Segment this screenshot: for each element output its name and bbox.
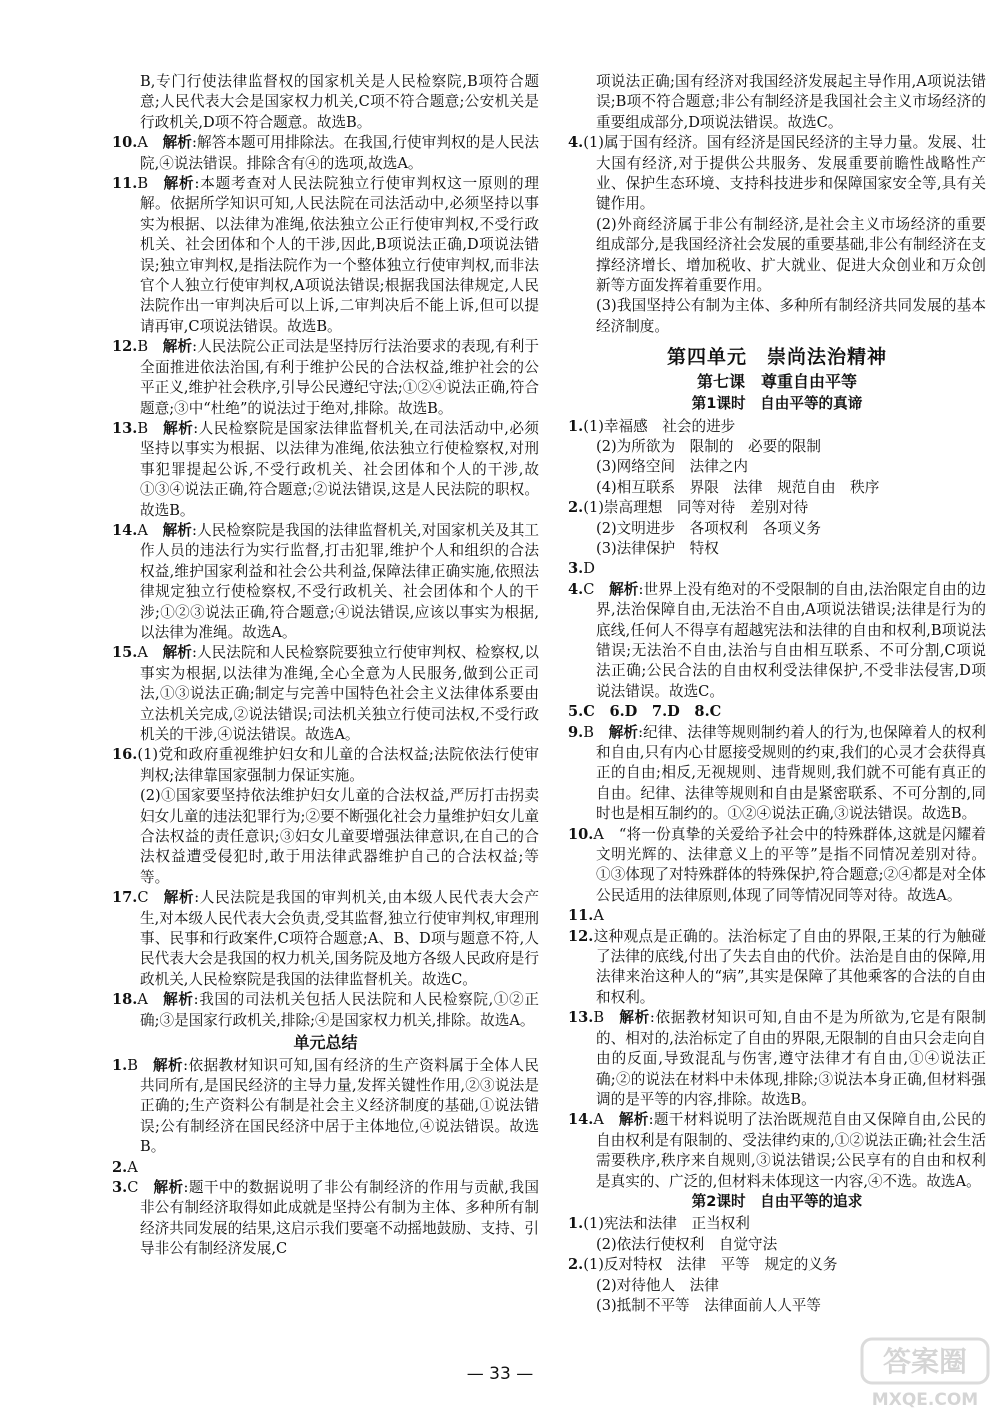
answer-item	[112, 133, 539, 174]
fill-in-answer: (2)对待他人 法律	[596, 1276, 719, 1294]
lesson-heading: 第七课 尊重自由平等	[696, 371, 857, 391]
question-number: 10.	[112, 134, 138, 152]
question-number: 1.	[568, 417, 584, 435]
answer-item	[568, 559, 986, 579]
answer-item	[568, 580, 986, 702]
question-number: 1.	[112, 1056, 128, 1074]
answer-text: :纪律、法律等规则制约着人的行为,也保障着人的权利和自由,只有内心甘愿接受规则的约束,我们的心灵才会获得真正的自由;相反,无视规则、违背规则,我们就不可能有真正的自由。纪律、法律等规则和自由是紧密联系、不可分割的,同时也是相互制约的。①②④说法正确,③说法错误。故选B。	[596, 723, 986, 823]
analysis-label: 解析	[608, 723, 639, 741]
analysis-label: 解析	[162, 338, 193, 356]
answer-text: :我国的司法机关包括人民法院和人民检察院,①②正确;③是国家行政机关,排除;④是国家权力机关,排除。故选A。	[140, 991, 539, 1029]
question-number: 3.	[112, 1178, 128, 1196]
answer-item	[568, 1008, 986, 1110]
answer-item	[112, 888, 539, 990]
period-heading: 第1课时 自由平等的真谛	[691, 395, 863, 413]
answer-item	[568, 417, 986, 437]
answer-item	[112, 1158, 539, 1178]
answer-text: (1)属于国有经济。国有经济是国民经济的主导力量。发展、壮大国有经济,对于提供公共服务、发展重要前瞻性战略性产业、保护生态环境、支持科技进步和保障国家安全等,具有关键作用。	[583, 134, 986, 213]
answer-choice: B	[137, 338, 149, 356]
analysis-label: 解析	[163, 889, 195, 907]
answer-text: :本题考查对人民法院独立行使审判权这一原则的理解。依据所学知识可知,人民法院在司法活动中,必须坚持以事实为根据、以法律为准绳,依法独立公正行使审判权,不受行政机关、社会团体和个人的干涉,因此,B项说法正确,D项说法错误;独立审判权,是指法院作为一个整体独立行使审判权,而非法官个人独立行使审判权,A项说法错误;根据我国法律规定,人民法院作出一审判决后可以上诉,二审判决后不能上诉,但可以提请再审,C项说法错误。故选B。	[140, 175, 539, 335]
answer-text: :人民法院是我国的审判机关,由本级人民代表大会产生,对本级人民代表大会负责,受其监督,独立行使审判权,审理刑事、民事和行政案件,C项符合题意;A、B、D项与题意不符,人民代表大会是我国的权力机关,国务院及地方各级人民政府是行政机关,人民检察院是我国的法律监督机关。故选C。	[140, 889, 539, 988]
analysis-label: 解析	[162, 175, 195, 193]
question-number: 14.	[568, 1111, 594, 1129]
summary-heading: 单元总结	[293, 1033, 358, 1053]
continued-paragraph: 项说法正确;国有经济对我国经济发展起主导作用,A项说法错误;B项不符合题意;非公有制经济是我国社会主义市场经济的重要组成部分,D项说法错误。故选C。	[596, 73, 986, 131]
answer-choice: A	[593, 1111, 604, 1129]
fill-in-answer: (2)依法行使权利 自觉守法	[596, 1235, 778, 1253]
answer-text: :世界上没有绝对的不受限制的自由,法治限定自由的边界,法治保障自由,无法治不自由,A项说法错误;法律是行为的底线,任何人不得享有超越宪法和法律的自由和权利,B项说法错误;无法治不自由,法治与自由相互联系、不可分割,C项说法正确;公民合法的自由权利受法律保护,不受非法侵害,D项说法错误。故选C。	[596, 580, 986, 700]
question-number: 12.	[568, 927, 594, 945]
analysis-label: 解析	[609, 580, 639, 598]
fill-in-answer: (3)抵制不平等 法律面前人人平等	[596, 1296, 821, 1314]
answer-item	[568, 498, 986, 518]
answer-text: (1)党和政府重视维护妇女和儿童的合法权益;法院依法行使审判权;法律靠国家强制力保证实施。	[137, 746, 539, 784]
question-number: 2.	[112, 1158, 128, 1176]
answer-item	[568, 1214, 986, 1234]
answer-item	[568, 1110, 986, 1192]
answer-text: 这种观点是正确的。法治标定了自由的界限,王某的行为触碰了法律的底线,付出了失去自由的代价。法治是自由的保障,用法律来治这种人的“病”,其实是保障了其他乘客的合法的自由和权利。	[593, 927, 986, 1006]
sub-answer: (2)外商经济属于非公有制经济,是社会主义市场经济的重要组成部分,是我国经济社会发展的重要基础,非公有制经济在支撑经济增长、增加税收、扩大就业、促进大众创业和万众创新等方面发挥着重要作用。	[596, 215, 986, 295]
answer-item	[568, 1255, 986, 1275]
answer-choice: C	[127, 1178, 139, 1196]
analysis-label: 解析	[152, 1056, 184, 1074]
answer-item	[112, 643, 539, 745]
answer-text: :依据教材知识可知,自由不是为所欲为,它是有限制的、相对的,法治标定了自由的界限,无限制的自由只会走向自由的反面,导致混乱与伤害,遵守法律才有自由,①④说法正确;②的说法在材料中未体现,排除;③说法本身正确,但材料强调的是平等的内容,排除。故选B。	[596, 1009, 986, 1108]
answer-item	[568, 723, 986, 825]
answer-text: (1)反对特权 法律 平等 规定的义务	[583, 1256, 838, 1274]
answer-choice: B	[583, 723, 594, 741]
answer-item	[568, 133, 986, 215]
answer-choice: C	[137, 889, 149, 907]
page-number: — 33 —	[466, 1364, 534, 1384]
answer-item	[112, 174, 539, 337]
analysis-label: 解析	[162, 521, 192, 539]
question-number: 1.	[568, 1215, 584, 1233]
question-number: 12.	[112, 338, 138, 356]
answer-choice: A	[137, 644, 148, 662]
watermark-top-text: 答案圈	[882, 1345, 968, 1378]
question-number: 9.	[568, 723, 584, 741]
answer-item	[112, 745, 539, 786]
answer-choice: B	[593, 1009, 605, 1027]
fill-in-answer: (4)相互联系 界限 法律 规范自由 秩序	[596, 478, 880, 496]
answer-text: :人民法院公正司法是坚持厉行法治要求的表现,有利于全面推进依法治国,有利于维护公民的合法权益,维护社会的公平正义,维护社会秩序,引导公民遵纪守法;①②④说法正确,符合题意;③中“杜绝”的说法过于绝对,排除。故选B。	[140, 338, 539, 417]
answer-text: A	[127, 1158, 138, 1176]
analysis-label: 解析	[618, 1009, 650, 1027]
question-number: 13.	[568, 1009, 594, 1027]
analysis-label: 解析	[162, 134, 192, 152]
answer-text: :人民检察院是国家法律监督机关,在司法活动中,必须坚持以事实为根据、以法律为准绳,依法独立行使检察权,对刑事犯罪提起公诉,不受行政机关、社会团体和个人的干涉,故①③④说法正确,符合题意;②说法错误,这是人民法院的职权。故选B。	[140, 419, 539, 519]
question-number: 11.	[568, 907, 594, 925]
question-number: 2.	[568, 1256, 584, 1274]
answer-text: :依据教材知识可知,国有经济的生产资料属于全体人民共同所有,是国民经济的主导力量,发挥关键性作用,②③说法是正确的;生产资料公有制是社会主义经济制度的基础,①说法错误;公有制经济在国民经济中居于主体地位,④说法错误。故选B。	[140, 1056, 539, 1156]
answer-text: A	[593, 907, 604, 925]
answer-text: :人民检察院是我国的法律监督机关,对国家机关及其工作人员的违法行为实行监督,打击犯罪,维护个人和组织的合法权益,维护国家利益和社会公共利益,保障法律正确实施,依照法律规定独立行使检察权,不受行政机关、社会团体和个人的干涉;①②③说法正确,符合题意;④说法错误,应该以事实为根据,以法律为准绳。故选A。	[140, 521, 539, 641]
answer-text: A “将一份真挚的关爱给予社会中的特殊群体,这就是闪耀着文明光辉的、法律意义上的平等”是指不同情况差别对待。①③体现了对特殊群体的特殊保护,符合题意;②④都是对全体公民适用的法律原则,体现了同等情况同等对待。故选A。	[593, 825, 986, 904]
watermark-bottom-text: MXQE.COM	[871, 1390, 979, 1410]
answer-choice: A	[137, 991, 148, 1009]
answer-choice: B	[137, 419, 149, 437]
answer-text: (1)宪法和法律 正当权利	[583, 1215, 750, 1233]
answer-choice: B	[127, 1056, 138, 1074]
answer-item	[112, 521, 539, 643]
sub-answer: (3)我国坚持公有制为主体、多种所有制经济共同发展的基本经济制度。	[596, 297, 986, 335]
answer-item	[568, 825, 986, 907]
question-number: 16.	[112, 746, 138, 764]
answer-item	[112, 990, 539, 1031]
analysis-label: 解析	[618, 1111, 649, 1129]
answer-item	[568, 927, 986, 1009]
fill-in-answer: (2)为所欲为 限制的 必要的限制	[596, 437, 821, 455]
answer-choice: C	[583, 580, 595, 598]
question-number: 18.	[112, 991, 138, 1009]
question-number: 3.	[568, 560, 584, 578]
unit-heading: 第四单元 崇尚法治精神	[666, 346, 887, 369]
left-column	[112, 72, 539, 1260]
answer-text: :题干中的数据说明了非公有制经济的作用与贡献,我国非公有制经济取得如此成就是坚持公有制为主体、多种所有制经济共同发展的结果,这启示我们要毫不动摇地鼓励、支持、引导非公有制经济发展,C	[140, 1178, 539, 1258]
answer-item	[112, 419, 539, 521]
answer-text: (1)崇高理想 同等对待 差别对待	[583, 499, 809, 517]
answer-choice: A	[137, 134, 148, 152]
answer-item	[112, 1056, 539, 1158]
answer-text: :题干材料说明了法治既规范自由又保障自由,公民的自由权利是有限制的、受法律约束的,①②说法正确;社会生活需要秩序,秩序来自规则,③说法错误;公民享有的自由和权利是真实的、广泛的,但材料未体现这一内容,④不选。故选A。	[596, 1111, 986, 1190]
answer-item	[568, 906, 986, 926]
question-number: 13.	[112, 419, 138, 437]
answer-item	[112, 337, 539, 419]
watermark-logo	[858, 1335, 992, 1413]
question-number: 4.	[568, 580, 584, 598]
question-number: 2.	[568, 499, 584, 517]
answer-text: :解答本题可用排除法。在我国,行使审判权的是人民法院,④说法错误。排除含有④的选项,故选A。	[140, 134, 539, 172]
analysis-label: 解析	[162, 644, 192, 662]
answer-text: :人民法院和人民检察院要独立行使审判权、检察权,以事实为根据,以法律为准绳,全心全意为人民服务,做到公正司法,①③说法正确;制定与完善中国特色社会主义法律体系要由立法机关完成,②说法错误;司法机关独立行使司法权,不受行政机关的干涉,④说法错误。故选A。	[140, 644, 539, 743]
continued-paragraph: B,专门行使法律监督权的国家机关是人民检察院,B项符合题意;人民代表大会是国家权力机关,C项不符合题意;公安机关是行政机关,D项不符合题意。故选B。	[140, 73, 539, 131]
question-number: 10.	[568, 825, 594, 843]
question-number: 4.	[568, 134, 584, 152]
fill-in-answer: (2)文明进步 各项权利 各项义务	[596, 519, 821, 537]
answer-text: (1)幸福感 社会的进步	[583, 417, 736, 435]
right-column	[568, 72, 986, 1316]
analysis-label: 解析	[162, 991, 194, 1009]
sub-answer: (2)①国家要坚持依法维护妇女儿童的合法权益,严厉打击拐卖妇女儿童的违法犯罪行为;②要不断强化社会力量维护妇女儿童合法权益的责任意识;③妇女儿童要增强法律意识,在自己的合法权益遭受侵犯时,敢于用法律武器维护自己的合法权益;等等。	[140, 787, 539, 886]
answer-item	[112, 1178, 539, 1260]
answer-choice: B	[137, 175, 149, 193]
question-number: 11.	[112, 175, 138, 193]
question-number: 14.	[112, 521, 138, 539]
question-number: 17.	[112, 889, 138, 907]
answer-choice: A	[137, 521, 148, 539]
answer-text: D	[583, 560, 595, 578]
fill-in-answer: (3)法律保护 特权	[596, 539, 719, 557]
answer-list: 5.C 6.D 7.D 8.C	[568, 703, 722, 721]
fill-in-answer: (3)网络空间 法律之内	[596, 458, 749, 476]
question-number: 15.	[112, 644, 138, 662]
analysis-label: 解析	[153, 1178, 184, 1196]
period-heading: 第2课时 自由平等的追求	[691, 1192, 863, 1210]
analysis-label: 解析	[162, 419, 194, 437]
